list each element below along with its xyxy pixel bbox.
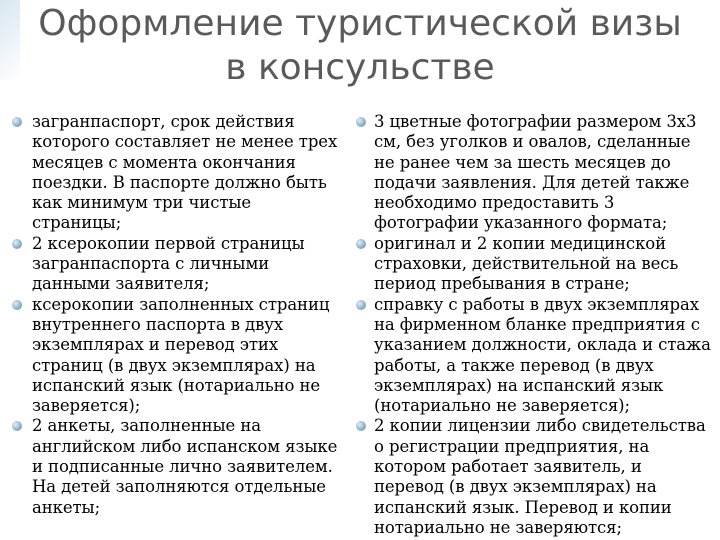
list-item-line: (нотариально не заверяется); (374, 396, 630, 416)
list-item-line: котором работает заявитель, и (374, 457, 642, 477)
list-item-line: страницы; (32, 213, 122, 233)
slide-title (0, 2, 720, 90)
list-item-line: месяцев с момента окончания (32, 152, 296, 172)
list-item-line: поездки. В паспорте должно быть (32, 172, 327, 192)
list-item-line: внутреннего паспорта в двух (32, 314, 284, 334)
list-item-line: На детей заполняются отдельные (32, 477, 326, 497)
list-item-line: необходимо предоставить 3 (374, 193, 615, 213)
title-line-1: Оформление туристической визы (38, 3, 682, 44)
list-item-line: английском либо испанском языке (32, 436, 338, 456)
list-item-line: 2 ксерокопии первой страницы (32, 233, 305, 253)
list-item (12, 112, 356, 234)
bullet-icon (12, 300, 22, 310)
list-item-line: см, без уголков и овалов, сделанные (374, 132, 691, 152)
left-requirements-list (12, 112, 356, 518)
list-item-line: не ранее чем за шесть месяцев до (374, 152, 671, 172)
bullet-icon (356, 300, 366, 310)
list-item-line: указанием должности, оклада и стажа (374, 335, 711, 355)
list-item (356, 295, 720, 417)
list-item-line: экземплярах) на испанский язык (374, 375, 664, 395)
list-item (12, 416, 356, 517)
list-item-line: испанский язык (нотариально не (32, 375, 321, 395)
list-item-line: подачи заявления. Для детей также (374, 172, 690, 192)
list-item-line: которого составляет не менее трех (32, 132, 338, 152)
list-item-line: испанский язык. Перевод и копии (374, 497, 672, 517)
list-item (356, 112, 720, 234)
list-item-line: 2 анкеты, заполненные на (32, 416, 261, 436)
list-item-line: загранпаспорт, срок действия (32, 112, 295, 131)
list-item (12, 234, 356, 295)
list-item-line: справку с работы в двух экземплярах (374, 294, 699, 314)
list-item-line: 2 копии лицензии либо свидетельства (374, 416, 706, 436)
list-item-line: анкеты; (32, 497, 101, 517)
list-item-line: ксерокопии заполненных страниц (32, 294, 330, 314)
list-item-line: страниц (в двух экземплярах) на (32, 355, 316, 375)
list-item-line: перевод (в двух экземплярах) на (374, 477, 657, 497)
bullet-icon (356, 239, 366, 249)
bullet-icon (356, 117, 366, 127)
list-item-line: фотографии указанного формата; (374, 213, 668, 233)
list-item-line: о регистрации предприятия, на (374, 436, 650, 456)
list-item-line: заверяется); (32, 396, 141, 416)
list-item-line: экземплярах и перевод этих (32, 335, 279, 355)
right-requirements-list (356, 112, 720, 538)
list-item-line: работы, а также перевод (в двух (374, 355, 654, 375)
list-item-line: 3 цветные фотографии размером 3х3 (374, 112, 697, 131)
bullet-icon (12, 421, 22, 431)
list-item-line: оригинал и 2 копии медицинской (374, 233, 667, 253)
bullet-icon (12, 239, 22, 249)
list-item-line: страховки, действительной на весь (374, 254, 679, 274)
list-item-line: данными заявителя; (32, 274, 210, 294)
bullet-icon (12, 117, 22, 127)
list-item (356, 234, 720, 295)
list-item (356, 416, 720, 538)
bullet-icon (356, 421, 366, 431)
list-item-line: на фирменном бланке предприятия с (374, 314, 700, 334)
list-item-line: и подписанные лично заявителем. (32, 457, 333, 477)
list-item-line: период пребывания в стране; (374, 274, 630, 294)
list-item-line: как минимум три чистые (32, 193, 252, 213)
list-item-line: нотариально не заверяются; (374, 517, 622, 537)
list-item-line: загранпаспорта с личными (32, 254, 270, 274)
list-item (12, 295, 356, 417)
title-line-2: в консульстве (225, 47, 495, 88)
